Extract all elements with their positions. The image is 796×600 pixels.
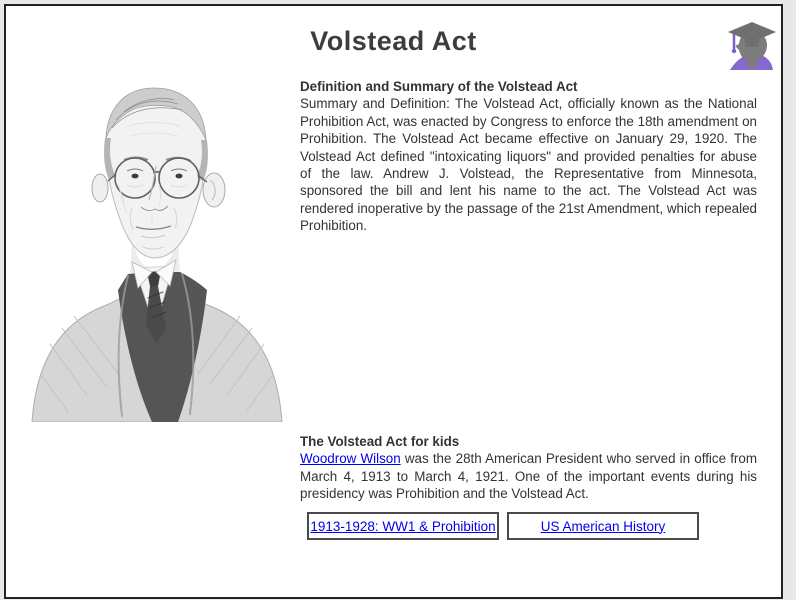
nav-link-us-history[interactable]: US American History [540, 518, 666, 534]
for-kids-body [300, 450, 757, 502]
definition-body: Summary and Definition: The Volstead Act, officially known as the National Prohibition Act, was enacted by Congress to enforce the 18th amendment on Prohibition. The Volstead Act became effective on January 29, 1920. The Volstead Act defined "intoxicating liquors" and provided penalties for abuse of the law. Andrew J. Volstead, the Representative from Minnesota, sponsored the bill and lent his name to the act. The Volstead Act was rendered inoperative by the passage of the 21st Amendment, which repealed Prohibition. [300, 96, 757, 234]
page [4, 4, 783, 599]
for-kids-heading: The Volstead Act for kids [300, 434, 460, 449]
for-kids-section [300, 433, 757, 503]
nav-button-ww1-prohibition[interactable] [307, 512, 499, 540]
bottom-nav [307, 512, 699, 540]
definition-heading: Definition and Summary of the Volstead Act [300, 79, 578, 94]
head [92, 88, 225, 258]
graduate-cap-icon [727, 16, 777, 72]
suit [32, 236, 282, 422]
nav-button-us-history[interactable] [507, 512, 699, 540]
for-kids-body-text: was the 28th American President who served in office from March 4, 1913 to March 4, 1921. One of the important events during his presidency was Prohibition and the Volstead Act. [300, 451, 757, 502]
woodrow-wilson-link[interactable]: Woodrow Wilson [300, 451, 401, 467]
woodrow-wilson-portrait [28, 76, 286, 422]
page-title: Volstead Act [310, 26, 477, 56]
definition-section [300, 78, 757, 235]
nav-link-ww1-prohibition[interactable]: 1913-1928: WW1 & Prohibition [310, 518, 496, 534]
